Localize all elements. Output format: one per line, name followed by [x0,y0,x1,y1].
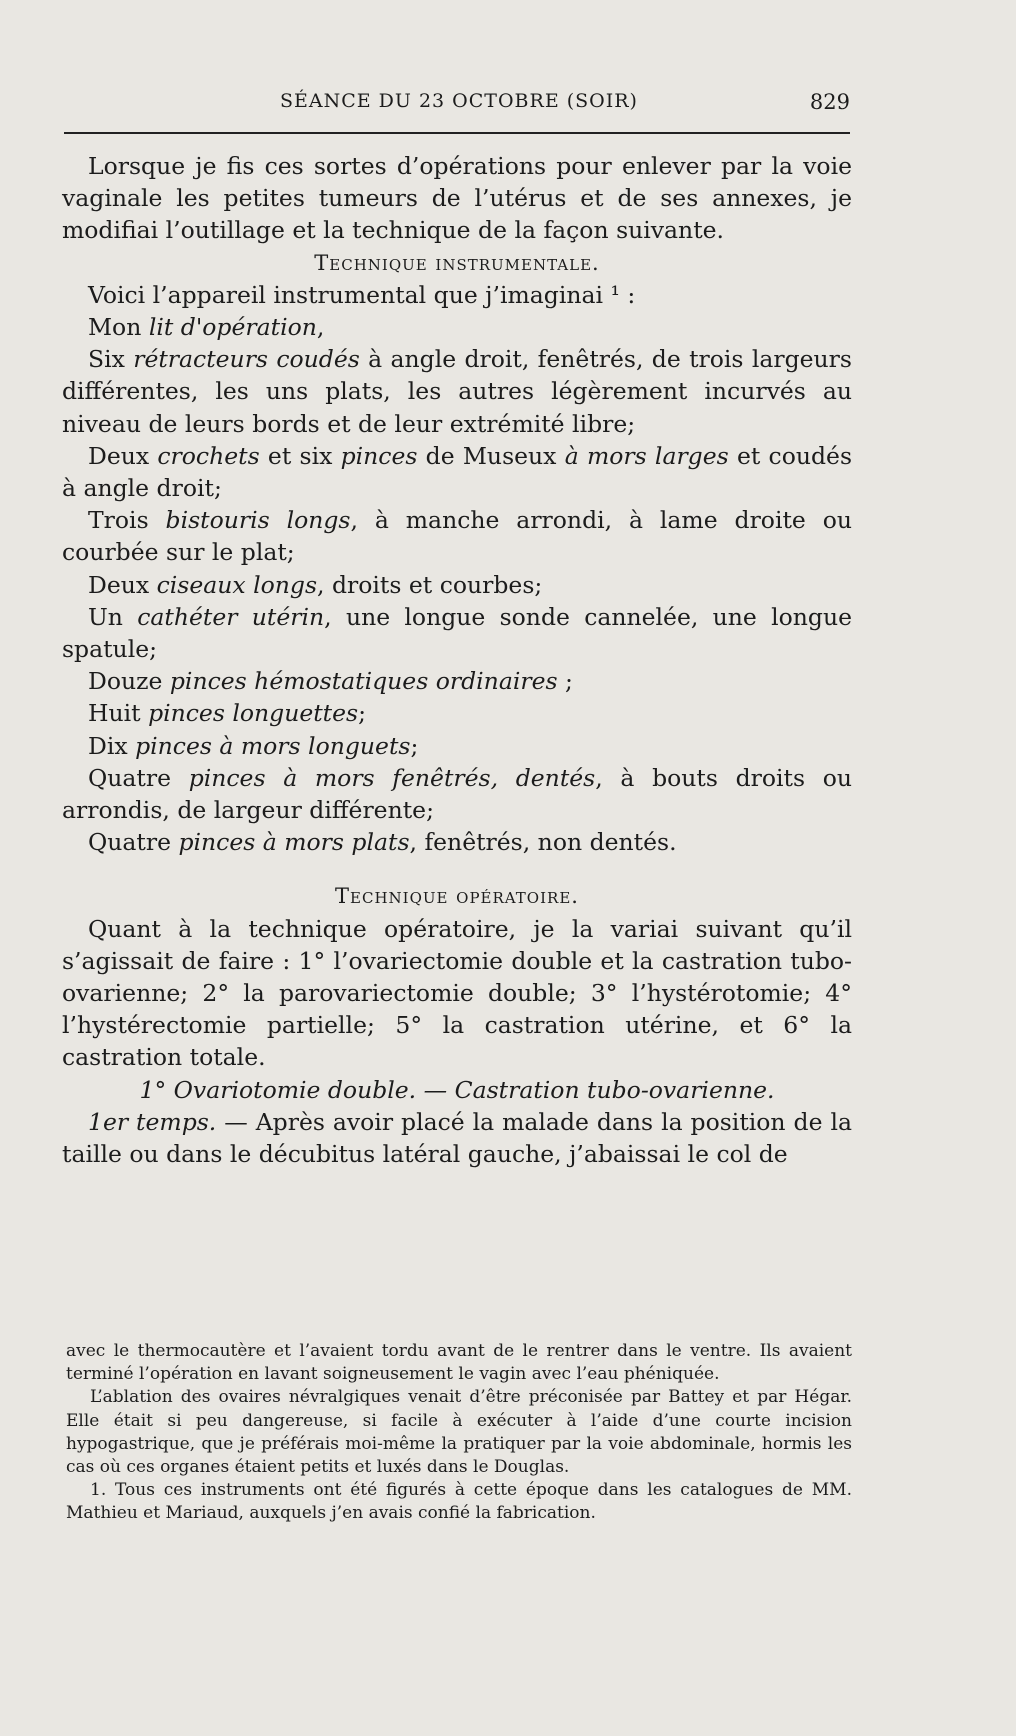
item-italic: pinces à mors plats [178,828,410,857]
list-item [62,730,852,762]
item-text: ; [557,667,573,696]
running-head [64,90,850,120]
item-text: , à bouts droits ou arrondis, de largeur différente; [62,763,852,825]
footnote: 1. Tous ces instruments ont été figurés à cette époque dans les catalogues de MM. Mathieu et Mariaud, auxquels j’en avais confié la fabrication. [66,1480,852,1524]
page-number: 829 [809,90,850,114]
item-italic: à mors larges [564,441,729,470]
list-item [62,826,852,858]
paragraph: Voici l’appareil instrumental que j’imaginai ¹ : [88,280,636,309]
item-italic: ciseaux longs [156,570,318,599]
item-text: , à manche arrondi, à lame droite ou courbée sur le plat; [62,506,852,567]
subheading-text: 1° Ovariotomie double. — Castration tubo-ovarienne. [139,1075,775,1104]
paragraph: Quant à la technique opératoire, je la variai suivant qu’il s’agissait de faire : 1° l’ovariectomie double et la castration tubo-ovarienne; 2° la parovariectomie double; 3° l’hystérotomie; 4° l’hystérectomie partielle; 5° la castration utérine, et 6° la castration totale. [62,914,852,1072]
footnote: L’ablation des ovaires névralgiques venait d’être préconisée par Battey et par Hégar. Elle était si peu dangereuse, si facile à exécuter à l’aide d’une courte incision hypogastrique, que je préférais moi-même la pratiquer par la voie abdominale, hormis les cas où ces organes étaient petits et luxés dans le Douglas. [66,1387,852,1478]
item-text: , [316,313,325,342]
item-text: Deux [88,570,157,599]
paragraph: Lorsque je fis ces sortes d’opérations pour enlever par la voie vaginale les petites tumeurs de l’utérus et de ses annexes, je modifiai l’outillage et la technique de la façon suivante. [62,152,852,245]
item-text: à angle droit, fenêtrés, de trois largeurs différentes, les uns plats, les autres légèrement incurvés au niveau de leurs bords et de leur extrémité libre; [62,345,852,438]
item-text: Quatre [88,763,189,792]
step-label: 1er temps. [88,1107,217,1136]
subsection-heading [62,1074,852,1106]
section-heading: Technique instrumentale. [314,250,600,275]
header-rule [64,132,850,134]
list-item [62,665,852,697]
item-italic: rétracteurs coudés [133,345,360,374]
item-text: Un [88,602,138,631]
footnotes [66,1340,852,1526]
item-text: , une longue sonde cannelée, une longue spatule; [62,602,852,664]
item-text: Dix [88,731,136,760]
item-italic: crochets [157,441,260,470]
paragraph-text: — Après avoir placé la malade dans la position de la taille ou dans le décubitus latéral gauche, j’abaissai le col de [62,1107,852,1169]
item-italic: pinces longuettes [148,699,359,728]
item-italic: bistouris longs [165,506,351,535]
item-text: de Museux [417,441,565,470]
list-item [62,762,852,826]
item-text: , droits et courbes; [317,570,543,599]
main-text [62,150,852,1170]
item-text: ; [358,699,367,728]
item-text: , fenêtrés, non dentés. [409,828,677,857]
running-title: SÉANCE DU 23 OCTOBRE (SOIR) [280,90,638,112]
item-text: Huit [88,699,149,728]
item-italic: cathéter utérin [137,602,325,631]
item-italic: lit d'opération [148,313,317,342]
item-text: et coudés à angle droit; [62,441,853,503]
list-item [62,440,852,504]
list-item [62,601,852,665]
item-text: Six [88,345,134,374]
item-italic: pinces [340,441,418,470]
item-text: et six [259,441,341,470]
footnote: avec le thermocautère et l’avaient tordu avant de le rentrer dans le ventre. Ils avaient terminé l’opération en lavant soigneusement le vagin avec l’eau phéniquée. [66,1341,852,1385]
list-item [62,311,852,343]
item-italic: pinces hémostatiques ordinaires [169,667,558,696]
item-text: Quatre [88,828,179,857]
item-text: Deux [88,441,158,470]
instrument-list [62,311,852,858]
list-item [62,504,852,568]
item-text: Mon [88,313,149,342]
section-heading: Technique opératoire. [335,884,579,909]
list-item [62,569,852,601]
item-text: ; [410,731,419,760]
list-item [62,697,852,729]
item-italic: pinces à mors longuets [135,731,411,760]
paragraph [62,1106,852,1170]
list-item [62,343,852,440]
item-text: Trois [88,506,166,535]
item-text: Douze [88,667,170,696]
item-italic: pinces à mors fenêtrés, dentés [188,763,596,792]
